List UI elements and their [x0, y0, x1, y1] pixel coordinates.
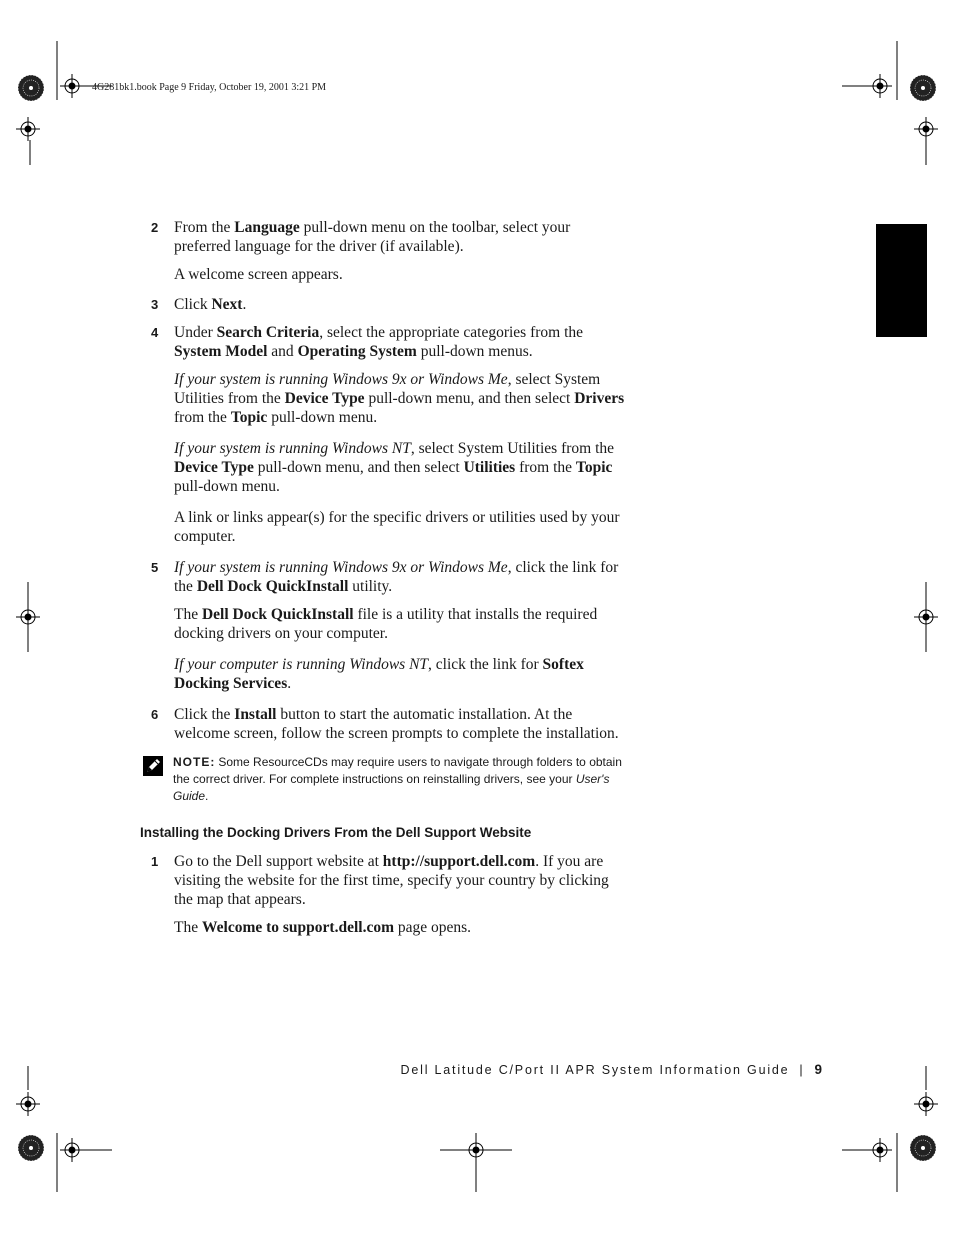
step-text: If your system is running Windows 9x or Windows Me, click the link for the Dell Dock QuickInstall utility.: [174, 559, 619, 595]
step-text: Under Search Criteria, select the appropriate categories from the System Model and Operating System pull-down menus.: [174, 324, 584, 360]
step-number: 2: [151, 220, 159, 235]
page-footer: [401, 1062, 822, 1077]
step-text: Click Next.: [174, 296, 247, 313]
support-url: http://support.dell.com: [382, 853, 536, 870]
users-guide-ref: User's Guide: [173, 772, 610, 803]
section-tab: [876, 224, 927, 337]
welcome-screen-text: A welcome screen appears.: [174, 266, 343, 283]
step-6: [140, 705, 630, 743]
winnt-instructions: If your system is running Windows NT, select System Utilities from the Device Type pull-down menu, and then select Utilities from the Topic pull-down menu.: [174, 440, 615, 495]
pencil-note-icon: [143, 756, 163, 776]
print-header: 4G281bk1.book Page 9 Friday, October 19, 2001 3:21 PM: [92, 82, 327, 93]
step-3: [140, 295, 630, 314]
links-appear-text: A link or links appear(s) for the specific drivers or utilities used by your computer.: [174, 509, 620, 545]
step-number: 3: [151, 297, 159, 312]
step-number: 1: [151, 854, 159, 869]
section-heading: Installing the Docking Drivers From the Dell Support Website: [140, 825, 532, 840]
page-number: 9: [814, 1062, 822, 1077]
step-4: [140, 323, 630, 361]
softex-instructions: If your computer is running Windows NT, click the link for Softex Docking Services.: [174, 656, 584, 692]
note-block: NOTE: Some ResourceCDs may require users to navigate through folders to obtain the correct driver. For complete instructions on reinstalling drivers, see your User's Guide.: [140, 754, 630, 805]
main-content: [140, 218, 630, 937]
step-2: [140, 218, 630, 256]
footer-separator: |: [799, 1063, 805, 1077]
step-text: From the Language pull-down menu on the toolbar, select your preferred language for the driver (if available).: [174, 219, 571, 255]
step-text: Click the Install button to start the automatic installation. At the welcome screen, follow the screen prompts to complete the installation.: [174, 706, 619, 742]
step-5: [140, 558, 630, 596]
step-text: Go to the Dell support website at http://support.dell.com. If you are visiting the website for the first time, specify your country by clicking the map that appears.: [174, 853, 609, 908]
guide-title: Dell Latitude C/Port II APR System Information Guide: [400, 1063, 790, 1077]
welcome-page-text: The Welcome to support.dell.com page opens.: [174, 919, 472, 936]
note-label: NOTE:: [173, 755, 216, 769]
step-number: 5: [151, 560, 159, 575]
step-number: 6: [151, 707, 159, 722]
win9x-instructions: If your system is running Windows 9x or Windows Me, select System Utilities from the Device Type pull-down menu, and then select Drivers from the Topic pull-down menu.: [174, 371, 625, 426]
step-number: 4: [151, 325, 159, 340]
section-step-1: [140, 852, 630, 909]
quickinstall-description: The Dell Dock QuickInstall file is a utility that installs the required docking drivers on your computer.: [174, 606, 598, 642]
note-text: Some ResourceCDs may require users to navigate through folders to obtain the correct driver. For complete instructions on reinstalling drivers, see your: [173, 755, 622, 786]
